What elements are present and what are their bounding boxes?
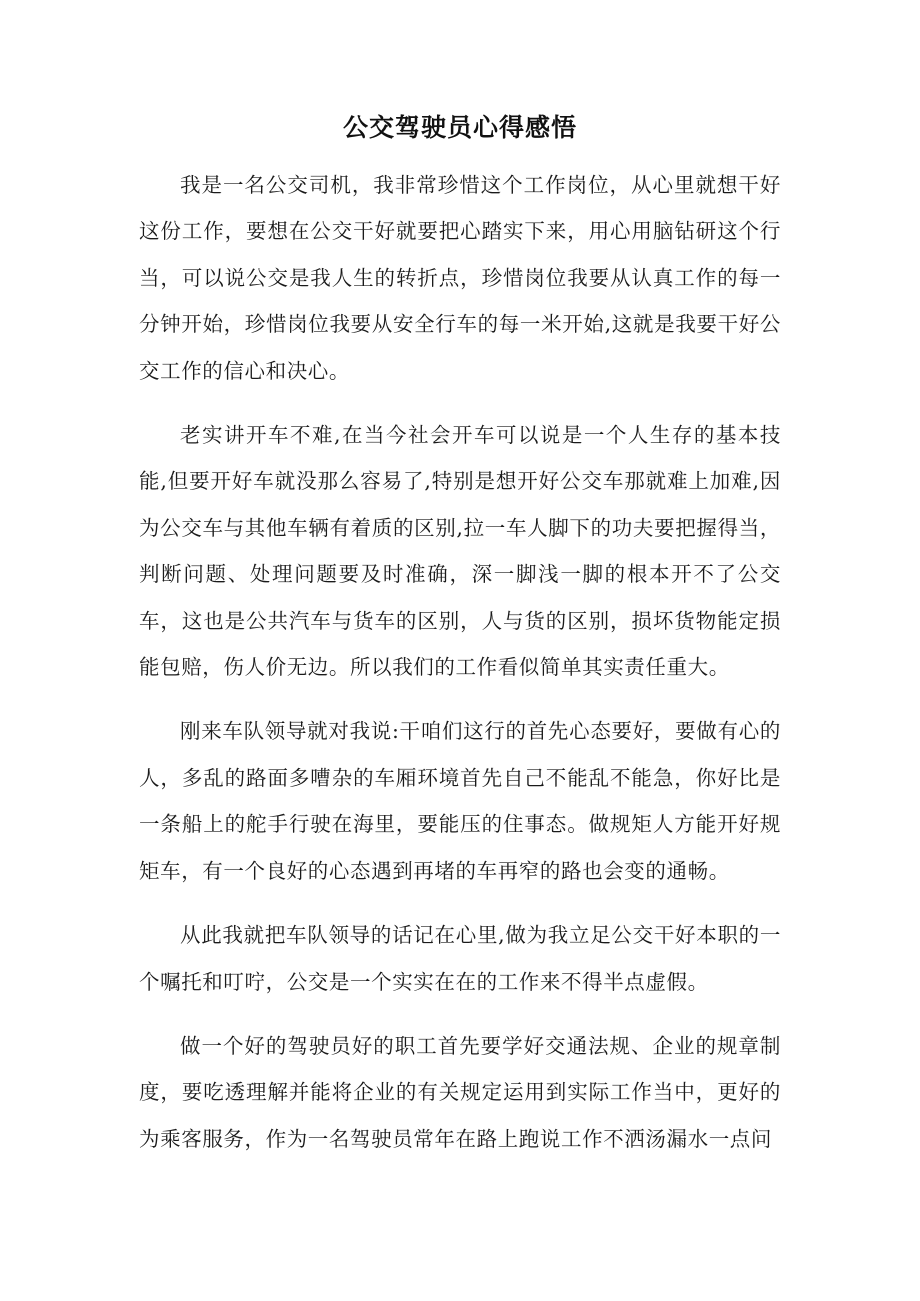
paragraph-1: 我是一名公交司机，我非常珍惜这个工作岗位，从心里就想干好这份工作，要想在公交干好就要把心踏实下来，用心用脑钻研这个行当，可以说公交是我人生的转折点，珍惜岗位我要从认真工作的每一分钟开始，珍惜岗位我要从安全行车的每一米开始,这就是我要干好公交工作的信心和决心。 (139, 173, 781, 383)
paragraph-2: 老实讲开车不难,在当今社会开车可以说是一个人生存的基本技能,但要开好车就没那么容易了,特别是想开好公交车那就难上加难,因为公交车与其他车辆有着质的区别,拉一车人脚下的功夫要把握得当，判断问题、处理问题要及时准确，深一脚浅一脚的根本开不了公交车，这也是公共汽车与货车的区别，人与货的区别，损坏货物能定损能包赔，伤人价无边。所以我们的工作看似简单其实责任重大。 (139, 423, 781, 680)
paragraph-3: 刚来车队领导就对我说:干咱们这行的首先心态要好，要做有心的人，多乱的路面多嘈杂的车厢环境首先自己不能乱不能急，你好比是一条船上的舵手行驶在海里，要能压的住事态。做规矩人方能开好规矩车，有一个良好的心态遇到再堵的车再窄的路也会变的通畅。 (139, 719, 781, 883)
paragraph-4: 从此我就把车队领导的话记在心里,做为我立足公交干好本职的一个嘱托和叮咛，公交是一个实实在在的工作来不得半点虚假。 (139, 923, 781, 994)
document-body (139, 162, 781, 1180)
paragraph-5: 做一个好的驾驶员好的职工首先要学好交通法规、企业的规章制度，要吃透理解并能将企业的有关规定运用到实际工作当中，更好的为乘客服务，作为一名驾驶员常年在路上跑说工作不洒汤漏水一点问 (139, 1033, 781, 1151)
document-title: 公交驾驶员心得感悟 (342, 113, 577, 142)
